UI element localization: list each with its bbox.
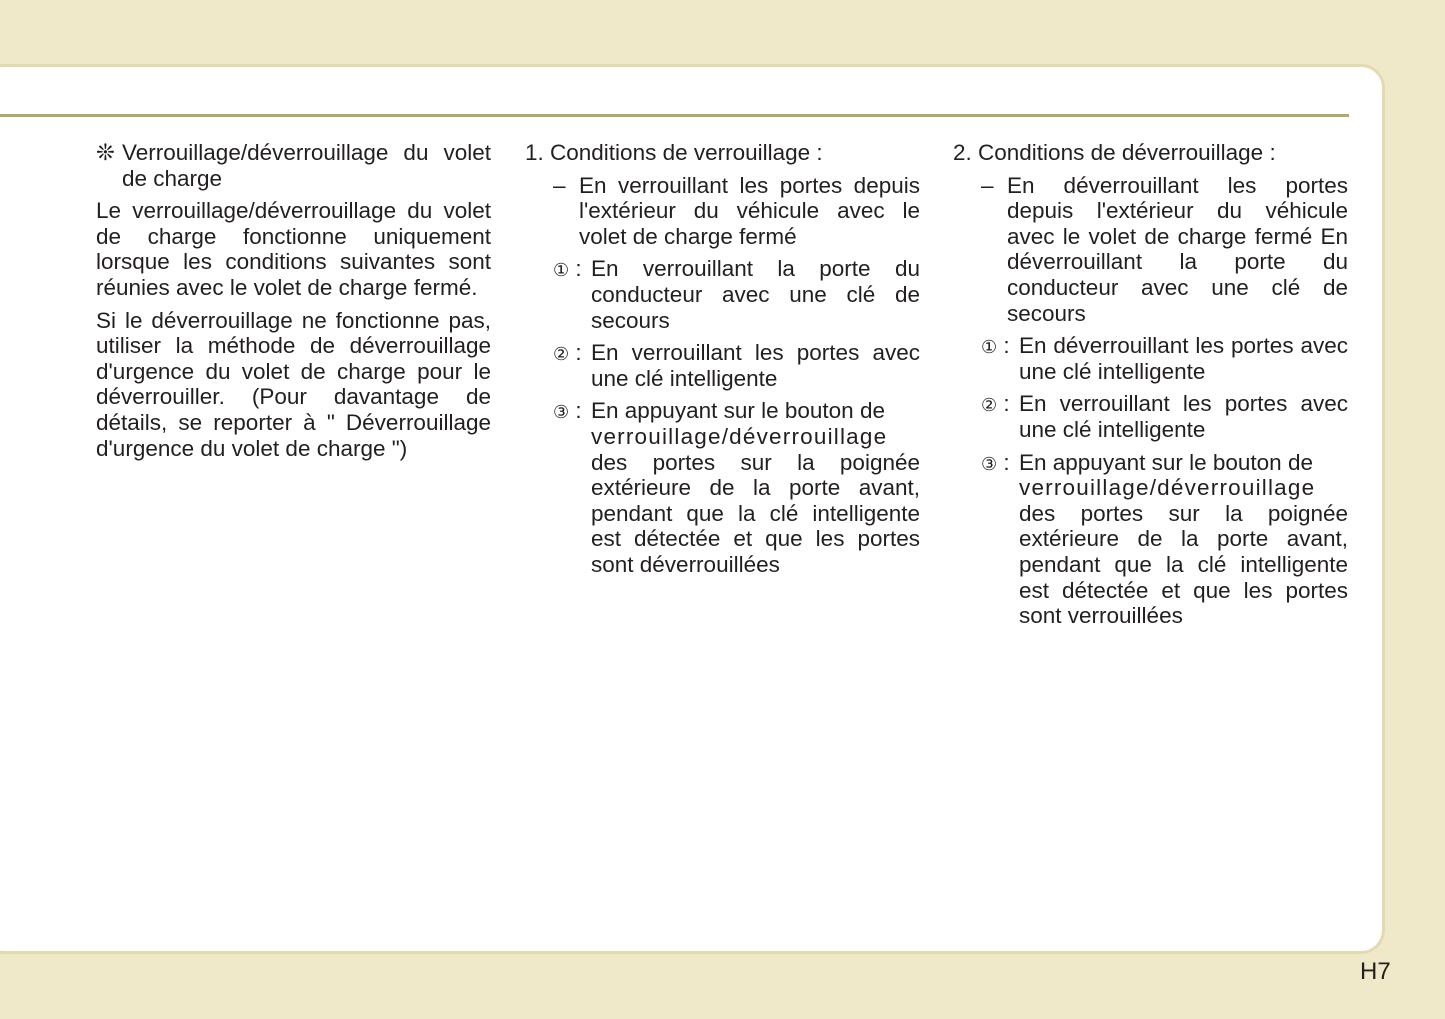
list-item-text xyxy=(591,398,920,577)
text-line: des portes sur la poignée extérieure de la porte avant, pendant que la clé intelligente est détectée et que les portes sont verrouillées xyxy=(1019,500,1348,629)
note-title-text: Verrouillage/déverrouillage du volet de charge xyxy=(122,140,491,191)
item-marker: ① : xyxy=(981,333,1010,359)
list-item-text: En verrouillant la porte du conducteur avec une clé de secours xyxy=(591,256,920,333)
list-item-text: En verrouillant les portes avec une clé intelligente xyxy=(1019,391,1348,442)
note-title xyxy=(96,140,491,191)
text-line: verrouillage/déverrouillage xyxy=(591,423,888,449)
text-line: des portes sur la poignée extérieure de la porte avant, pendant que la clé intelligente est détectée et que les portes sont déverrouillées xyxy=(591,449,920,577)
text-line: En appuyant sur le bouton de xyxy=(591,398,885,424)
circled-three-icon: ③ xyxy=(981,453,998,475)
item-marker: ③ : xyxy=(981,449,1010,475)
header-rule xyxy=(0,114,1349,117)
circled-three-icon: ③ xyxy=(553,402,570,424)
text-line: En appuyant sur le bouton de xyxy=(1019,449,1313,475)
list-item xyxy=(953,173,1348,327)
list-item-text: En verrouillant les portes avec une clé intelligente xyxy=(591,340,920,391)
list-item xyxy=(525,398,920,577)
item-marker: ① : xyxy=(553,256,582,282)
asterisk-note-icon: ❊ xyxy=(96,140,115,165)
list-item-text xyxy=(1019,450,1348,629)
item-marker: ② : xyxy=(553,340,582,366)
dash-bullet: – xyxy=(981,172,994,198)
item-marker: ② : xyxy=(981,391,1010,417)
list-item xyxy=(953,450,1348,629)
list-item-text: En déverrouillant les portes avec une clé intelligente xyxy=(1019,333,1348,384)
circled-two-icon: ② xyxy=(553,344,570,366)
list-item xyxy=(525,173,920,250)
list-item-text: En déverrouillant les portes depuis l'extérieur du véhicule avec le volet de charge fermé En déverrouillant la porte du conducteur avec une clé de secours xyxy=(1007,172,1348,326)
column-2 xyxy=(525,140,920,585)
emergency-paragraph: Si le déverrouillage ne fonctionne pas, utiliser la méthode de déverrouillage d'urgence du volet de charge pour le déverrouiller. (Pour davantage de détails, se reporter à " Déverrouillage d'urgence du volet de charge ") xyxy=(96,307,491,461)
column-3 xyxy=(953,140,1348,636)
unlocking-conditions-heading: 2. Conditions de déverrouillage : xyxy=(953,140,1276,165)
text-line: verrouillage/déverrouillage xyxy=(1019,475,1316,501)
list-item xyxy=(953,333,1348,384)
circled-one-icon: ① xyxy=(981,337,998,359)
list-item-text: En verrouillant les portes depuis l'extérieur du véhicule avec le volet de charge fermé xyxy=(579,172,920,249)
locking-conditions-heading: 1. Conditions de verrouillage : xyxy=(525,140,823,165)
dash-bullet: – xyxy=(553,172,566,198)
column-1 xyxy=(96,140,491,468)
list-item xyxy=(953,391,1348,442)
page-number: H7 xyxy=(1360,958,1391,985)
circled-two-icon: ② xyxy=(981,395,998,417)
item-marker: ③ : xyxy=(553,398,582,424)
intro-paragraph: Le verrouillage/déverrouillage du volet de charge fonctionne uniquement lorsque les conditions suivantes sont réunies avec le volet de charge fermé. xyxy=(96,198,491,300)
list-item xyxy=(525,256,920,333)
circled-one-icon: ① xyxy=(553,260,570,282)
list-item xyxy=(525,340,920,391)
